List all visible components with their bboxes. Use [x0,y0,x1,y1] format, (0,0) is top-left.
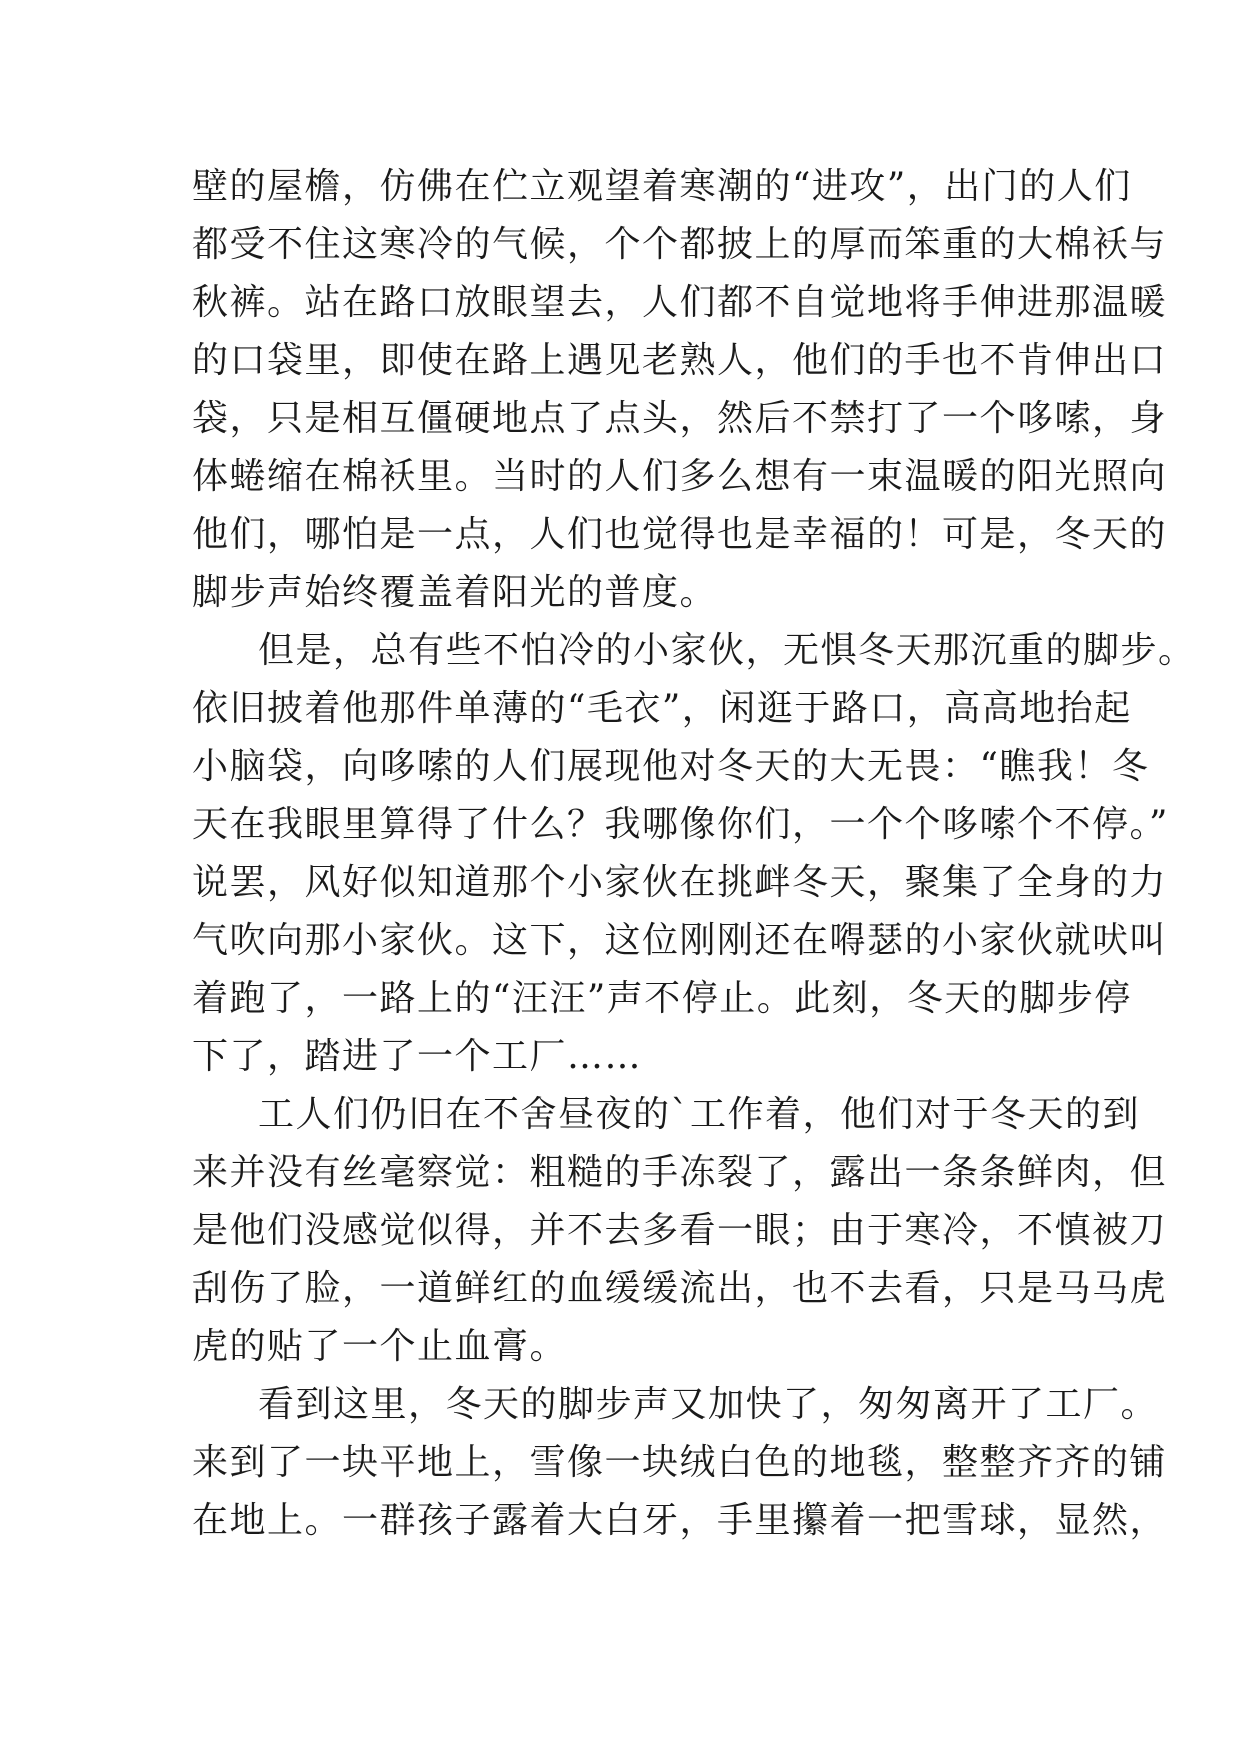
text-line: 体蜷缩在棉袄里。当时的人们多么想有一束温暖的阳光照向 [192,456,1168,497]
text-line: 着跑了，一路上的“汪汪”声不停止。此刻，冬天的脚步停 [192,978,1132,1019]
text-line: 小脑袋，向哆嗦的人们展现他对冬天的大无畏：“瞧我！冬 [192,746,1150,787]
text-line: 脚步声始终覆盖着阳光的普度。 [192,572,718,613]
paragraph-first-line: 工人们仍旧在不舍昼夜的`工作着，他们对于冬天的到 [258,1094,1141,1135]
text-line: 天在我眼里算得了什么？我哪像你们，一个个哆嗦个不停。” [192,804,1169,845]
text-line: 的口袋里，即使在路上遇见老熟人，他们的手也不肯伸出口 [192,340,1168,381]
paragraph-first-line: 看到这里，冬天的脚步声又加快了，匆匆离开了工厂。 [258,1384,1159,1425]
text-line: 袋，只是相互僵硬地点了点头，然后不禁打了一个哆嗦，身 [192,398,1168,439]
text-line: 刮伤了脸，一道鲜红的血缓缓流出，也不去看，只是马马虎 [192,1268,1168,1309]
text-line: 在地上。一群孩子露着大白牙，手里攥着一把雪球，显然， [192,1500,1168,1541]
text-line: 虎的贴了一个止血膏。 [192,1326,568,1367]
text-line: 依旧披着他那件单薄的“毛衣”，闲逛于路口，高高地抬起 [192,688,1132,729]
text-line: 他们，哪怕是一点，人们也觉得也是幸福的！可是，冬天的 [192,514,1168,555]
text-line: 说罢，风好似知道那个小家伙在挑衅冬天，聚集了全身的力 [192,862,1168,903]
paragraph-first-line: 但是，总有些不怕冷的小家伙，无惧冬天那沉重的脚步。 [258,630,1196,671]
text-line: 是他们没感觉似得，并不去多看一眼；由于寒冷，不慎被刀 [192,1210,1168,1251]
text-line: 气吹向那小家伙。这下，这位刚刚还在嘚瑟的小家伙就吠叫 [192,920,1168,961]
text-line: 都受不住这寒冷的气候，个个都披上的厚而笨重的大棉袄与 [192,224,1168,265]
text-line: 下了，踏进了一个工厂…… [192,1036,643,1077]
text-line: 来到了一块平地上，雪像一块绒白色的地毯，整整齐齐的铺 [192,1442,1168,1483]
text-line: 壁的屋檐，仿佛在伫立观望着寒潮的“进攻”，出门的人们 [192,166,1132,207]
text-line: 秋裤。站在路口放眼望去，人们都不自觉地将手伸进那温暖 [192,282,1168,323]
text-line: 来并没有丝毫察觉：粗糙的手冻裂了，露出一条条鲜肉，但 [192,1152,1168,1193]
